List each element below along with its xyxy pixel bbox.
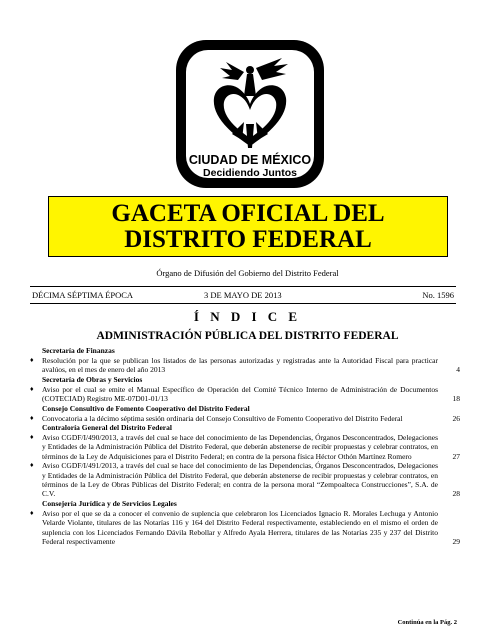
index-entry[interactable] (30, 433, 460, 461)
index-section-heading: Consejo Consultivo de Fomento Cooperativo del Distrito Federal (42, 403, 250, 413)
gazette-subtitle: Órgano de Difusión del Gobierno del Distrito Federal (156, 268, 339, 278)
diamond-bullet-icon: ♦ (30, 433, 34, 442)
index-section-heading: Secretaría de Finanzas (42, 346, 115, 355)
logo-inner (186, 50, 314, 178)
index-entry-text: Aviso CGDF/I/490/2013, a través del cual se hace del conocimiento de las Dependencias, Órganos Desconcentrados, Delegaciones y Entidades de la Administración Pública del Distrito Federal, que deberán abstenerse de recibir propuestas y celebrar contratos, en términos de la Ley de Adquisiciones para el Distrito Federal; en contra de la persona física Héctor Othón Martínez Romero (42, 433, 438, 461)
gazette-title-banner (48, 196, 448, 257)
diamond-bullet-icon: ♦ (30, 356, 34, 364)
index-section-heading: Contraloría General del Distrito Federal (42, 423, 172, 433)
issue-number: No. 1596 (422, 290, 454, 300)
index-section-heading: Secretaría de Obras y Servicios (42, 374, 143, 384)
index-entry[interactable] (30, 414, 460, 423)
issue-info-bar (30, 286, 456, 304)
diamond-bullet-icon: ♦ (30, 461, 34, 470)
index-section-title: ADMINISTRACIÓN PÚBLICA DEL DISTRITO FEDERAL (96, 330, 399, 342)
index-entry[interactable] (30, 385, 460, 404)
diamond-bullet-icon: ♦ (30, 413, 34, 422)
index-entry-page: 18 (452, 394, 460, 404)
diamond-bullet-icon: ♦ (30, 384, 34, 393)
index-entry-page: 29 (452, 537, 460, 547)
logo-motto-text: Decidiendo Juntos (203, 167, 297, 178)
gazette-title-line-2: DISTRITO FEDERAL (124, 226, 372, 253)
index-entry-text: Aviso por el cual se emite el Manual Específico de Operación del Comité Técnico Interno de Administración de Documentos (COTECIAD) Registro ME-07D01-01/13 (42, 384, 438, 404)
logo-city-text: CIUDAD DE MÉXICO (188, 153, 312, 167)
index-entry-page: 27 (452, 451, 460, 461)
index-entry-page: 28 (452, 489, 460, 499)
gazette-title-line-1: GACETA OFICIAL DEL (111, 200, 385, 227)
index-heading: Í N D I C E (193, 309, 302, 324)
city-logo (176, 40, 324, 190)
continued-note: Continúa en la Pág. 2 (397, 619, 457, 626)
epoch-label: DÉCIMA SÉPTIMA ÉPOCA (32, 290, 134, 300)
index-entry[interactable] (30, 461, 460, 499)
index-entry-page: 26 (452, 413, 460, 423)
index-entry[interactable] (30, 356, 460, 375)
index-entry-page: 4 (456, 365, 460, 375)
issue-date: 3 DE MAYO DE 2013 (204, 290, 282, 300)
index-entry-text: Resolución por la que se publican los listados de las personas autorizadas y registradas ante la Autoridad Fiscal para practicar avalúos, en el mes de enero del año 2013 (42, 356, 438, 375)
index-section-heading: Consejería Jurídica y de Servicios Legales (42, 498, 177, 508)
index-entry-text: Aviso CGDF/I/491/2013, a través del cual se hace del conocimiento de las Dependencias, Órganos Desconcentrados, Delegaciones y Entidades de la Administración Pública del Distrito Federal, que deberán abstenerse de recibir propuestas y celebrar contratos, en términos de la Ley de Obras Públicas del Distrito Federal; en contra de la persona moral “Zempoalteca Construcciones”, S.A. de C.V. (42, 461, 438, 499)
index-list (30, 346, 460, 547)
index-entry-text: Aviso por el que se da a conocer el convenio de suplencia que celebraron los Licenciados Ignacio R. Morales Lechuga y Antonio Velarde Violante, titulares de las Notarías 116 y 164 del Distrito Federal respectivamente, estableciendo en el mismo el orden de suplencia con los Licenciados Fernando Dávila Rebollar y Alfredo Ayala Herrera, titulares de las Notarías 235 y 237 del Distrito Federal respectivamente (42, 508, 438, 547)
index-entry-text: Convocatoria a la décimo séptima sesión ordinaria del Consejo Consultivo de Fomento Cooperativo del Distrito Federal (42, 413, 403, 423)
diamond-bullet-icon: ♦ (30, 508, 34, 517)
index-entry[interactable] (30, 509, 460, 547)
